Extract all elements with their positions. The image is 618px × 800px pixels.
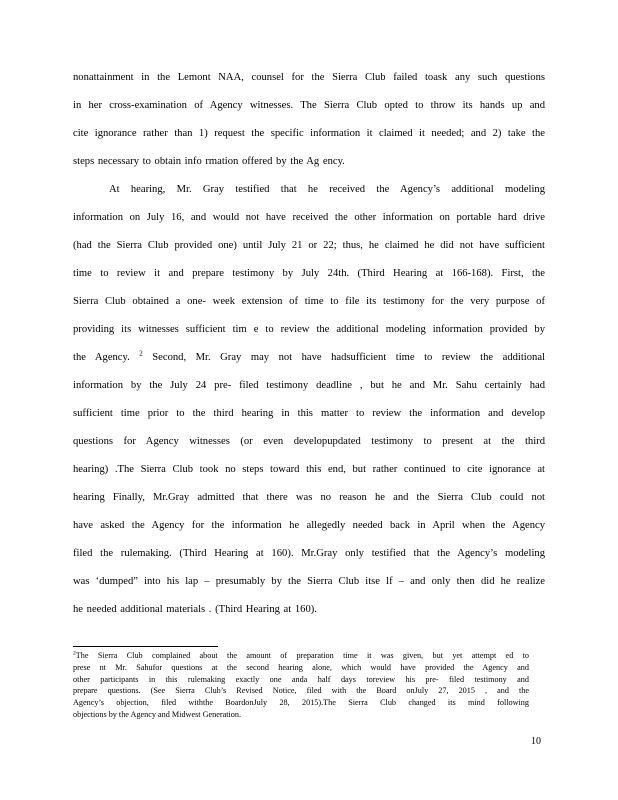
paragraph-start-line: At hearing, Mr. Gray testified that he received the Agency’s additional modeling	[109, 184, 545, 195]
body-line: providing its witnesses sufficient tim e to review the additional modeling information provided by	[73, 324, 545, 335]
footnote-line	[73, 650, 529, 662]
footnote	[73, 650, 529, 721]
body-line: information by the July 24 pre- filed testimony deadline , but he and Mr. Sahu certainly had	[73, 380, 545, 391]
body-line: was ‘dumped” into his lap – presumably by the Sierra Club itse lf – and only then did he realize	[73, 576, 545, 587]
footnote-line-text: The Sierra Club complained about the amount of preparation time it was given, but yet attempt ed to	[75, 651, 529, 660]
body-line-segment: Second, Mr. Gray may not have hadsufficient time to review the additional	[142, 352, 545, 363]
body-line-segment: the Agency.	[73, 352, 140, 363]
body-line: sufficient time prior to the third hearing in this matter to review the information and develop	[73, 408, 545, 419]
body-line: he needed additional materials . (Third Hearing at 160).	[73, 604, 317, 615]
body-line: in her cross-examination of Agency witnesses. The Sierra Club opted to throw its hands up and	[73, 100, 545, 111]
body-line: (had the Sierra Club provided one) until July 21 or 22; thus, he claimed he did not have sufficient	[73, 240, 545, 251]
body-line: questions for Agency witnesses (or even developupdated testimony to present at the third	[73, 436, 545, 447]
body-line: cite ignorance rather than 1) request the specific information it claimed it needed; and 2) take the	[73, 128, 545, 139]
body-line-with-footnote-ref	[73, 347, 545, 375]
footnote-line: other participants in this rulemaking exactly one anda half days toreview his pre- filed testimony and	[73, 674, 529, 684]
footnote-marker: 2	[73, 650, 76, 657]
footnote-separator	[73, 646, 218, 647]
footnote-line: prepare questions. (See Sierra Club’s Revised Notice, filed with the Board onJuly 27, 2015 , and the	[73, 686, 529, 696]
footnote-line: objections by the Agency and Midwest Generation.	[73, 709, 242, 719]
body-line: steps necessary to obtain info rmation offered by the Ag ency.	[73, 156, 345, 167]
body-line: hearing) .The Sierra Club took no steps toward this end, but rather continued to cite ignorance at	[73, 464, 545, 475]
body-line: Sierra Club obtained a one- week extension of time to file its testimony for the very purpose of	[73, 296, 545, 307]
body-line: filed the rulemaking. (Third Hearing at 160). Mr.Gray only testified that the Agency’s modeling	[73, 548, 545, 559]
footnote-line: Agency’s objection, filed withthe BoardonJuly 28, 2015).The Sierra Club changed its mind following	[73, 698, 529, 708]
body-text	[73, 67, 545, 627]
footnote-reference[interactable]: 2	[139, 349, 143, 358]
page-number: 10	[531, 736, 541, 747]
body-line: hearing Finally, Mr.Gray admitted that there was no reason he and the Sierra Club could not	[73, 492, 545, 503]
body-line: information on July 16, and would not have received the other information on portable hard drive	[73, 212, 545, 223]
body-line: time to review it and prepare testimony by July 24th. (Third Hearing at 166-168). First, the	[73, 268, 545, 279]
footnote-line: prese nt Mr. Sahufor questions at the second hearing alone, which would have provided the Agency and	[73, 662, 529, 672]
body-line: nonattainment in the Lemont NAA, counsel for the Sierra Club failed toask any such questions	[73, 72, 545, 83]
body-line: have asked the Agency for the information he allegedly needed back in April when the Agency	[73, 520, 545, 531]
